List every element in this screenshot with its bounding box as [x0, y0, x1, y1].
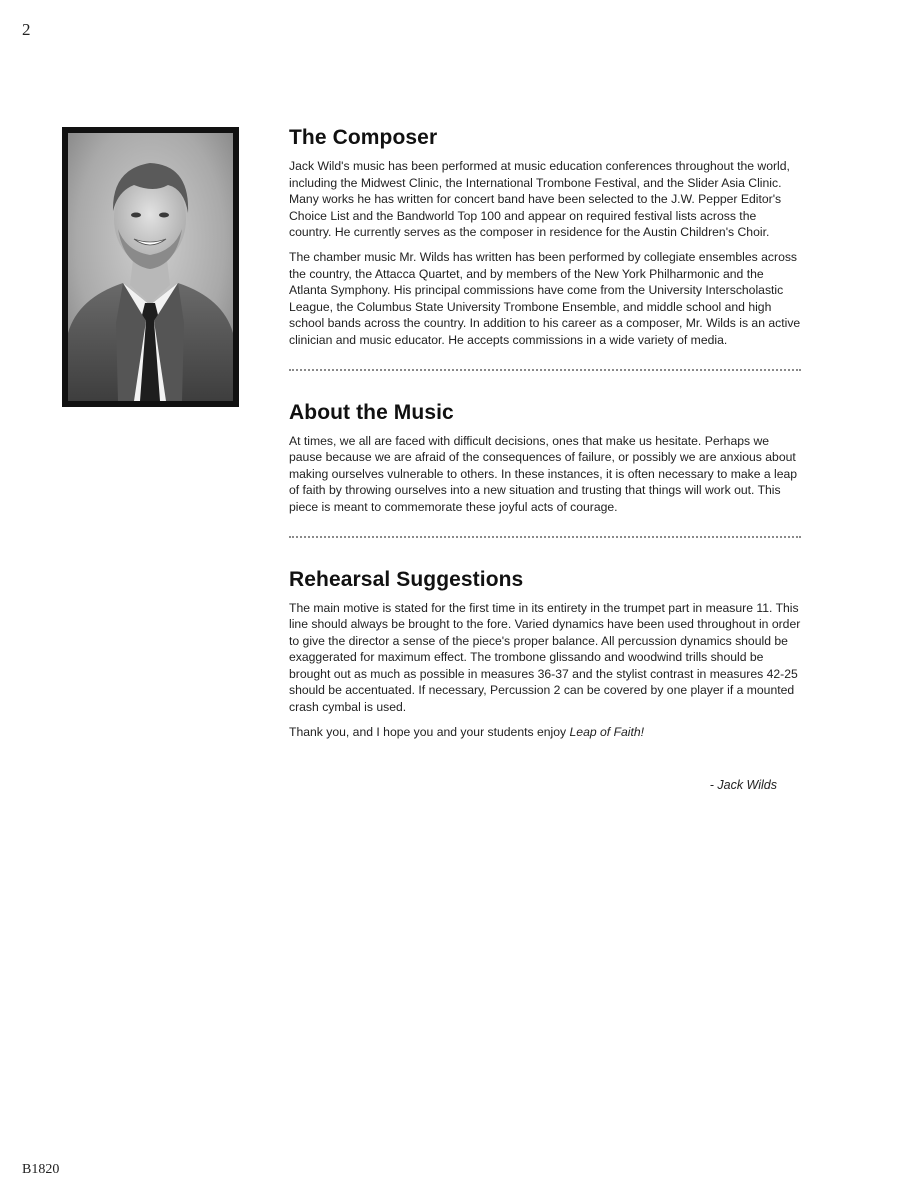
section-divider	[289, 369, 801, 371]
music-heading: About the Music	[289, 400, 454, 424]
thanks-paragraph	[289, 724, 801, 741]
signature: - Jack Wilds	[709, 778, 777, 793]
rehearsal-section	[289, 568, 801, 793]
catalog-code: B1820	[22, 1162, 60, 1177]
rehearsal-paragraph-1: The main motive is stated for the first time in its entirety in the trumpet part in measure 11. This line should always be brought to the fore. Varied dynamics have been used throughout in order to give the director a sense of the piece's proper balance. All percussion dynamics should be exaggerated for maximum effect. The trombone glissando and woodwind trills should be brought out as much as possible in measures 36-37 and the stylist contrast in measures 42-25 should be accentuated. If necessary, Percussion 2 can be covered by one player if a mounted crash cymbal is used.	[289, 600, 801, 715]
composer-portrait-image	[68, 133, 233, 401]
music-paragraph-1: At times, we all are faced with difficult decisions, ones that make us hesitate. Perhaps we pause because we are afraid of the consequences of failure, or possibly we are anxious about making ourselves vulnerable to others. In these instances, it is often necessary to make a leap of faith by throwing ourselves into a new situation and trusting that things will work out. This piece is meant to commemorate these joyful acts of courage.	[289, 433, 798, 514]
composer-heading: The Composer	[289, 126, 438, 149]
thanks-text: Thank you, and I hope you and your students enjoy	[289, 724, 570, 739]
composer-paragraph-1: Jack Wild's music has been performed at music education conferences throughout the world, including the Midwest Clinic, the International Trombone Festival, and the Slider Asia Clinic. Many works he has written for concert band have been selected to the J.W. Pepper Editor's Choice List and the Bandworld Top 100 and appear on required festival lists across the country. He currently serves as the composer in residence for the Austin Children's Choir.	[289, 159, 790, 240]
section-divider	[289, 536, 801, 538]
composer-photo	[62, 127, 239, 407]
main-content	[289, 126, 801, 792]
rehearsal-heading: Rehearsal Suggestions	[289, 567, 524, 591]
music-section	[289, 401, 801, 516]
piece-title: Leap of Faith!	[569, 724, 645, 739]
page-number: 2	[22, 20, 31, 39]
composer-section	[289, 126, 801, 349]
composer-paragraph-2: The chamber music Mr. Wilds has written has been performed by collegiate ensembles across the country, the Attacca Quartet, and by members of the New York Philharmonic and the Atlanta Symphony. His principal commissions have come from the University Interscholastic League, the Columbus State University Trombone Ensemble, and middle school and high school bands across the country. In addition to his career as a composer, Mr. Wilds is an active clinician and music educator. He accepts commissions in a wide variety of media.	[289, 249, 801, 347]
